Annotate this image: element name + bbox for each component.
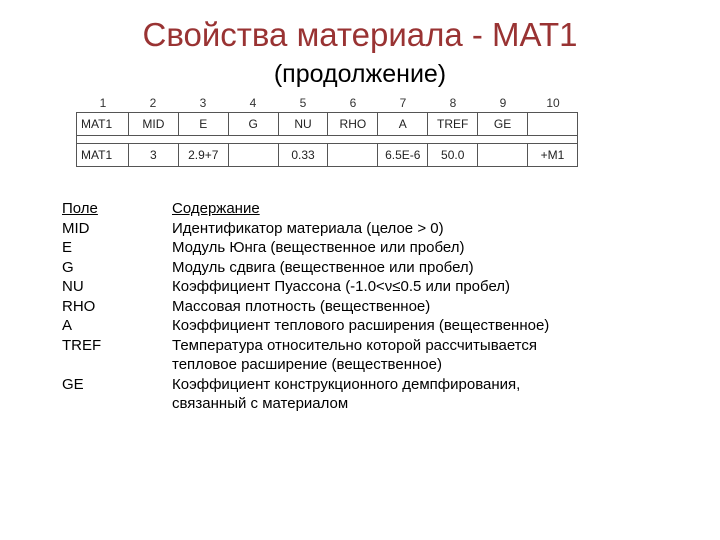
- field-name: GE: [62, 375, 84, 393]
- format-cell: RHO: [328, 113, 378, 136]
- bulk-data-card-table: [76, 112, 578, 167]
- example-cell: 50.0: [428, 144, 478, 167]
- column-number: 1: [99, 96, 107, 110]
- field-description: Коэффициент Пуассона (-1.0<ν≤0.5 или пробел): [172, 278, 511, 295]
- field-name: A: [62, 317, 73, 334]
- field-description-continued: тепловое расширение (вещественное): [172, 356, 442, 373]
- column-number: 5: [299, 96, 307, 110]
- column-number: 3: [199, 96, 207, 110]
- column-number: 7: [399, 96, 407, 110]
- table-spacer: [77, 136, 578, 144]
- example-cell: 3: [128, 144, 178, 167]
- column-number: 6: [349, 96, 357, 110]
- format-cell: NU: [278, 113, 328, 136]
- field-description: Коэффициент теплового расширения (вещественное): [172, 317, 550, 334]
- slide-title: Свойства материала - МАТ1: [142, 16, 578, 53]
- example-cell: 0.33: [278, 144, 328, 167]
- field-description-column: [172, 199, 549, 414]
- field-name: E: [62, 239, 73, 256]
- format-row: [77, 113, 578, 136]
- column-number: 10: [546, 96, 560, 110]
- field-description: Модуль Юнга (вещественное или пробел): [172, 239, 465, 256]
- field-description-continued: связанный с материалом: [172, 395, 349, 412]
- field-description: Идентификатор материала (целое > 0): [172, 219, 444, 237]
- example-cell: 6.5E-6: [378, 144, 428, 167]
- field-name: NU: [62, 278, 84, 295]
- format-cell: E: [178, 113, 228, 136]
- field-description: Коэффициент конструкционного демпфирования,: [172, 375, 521, 393]
- column-number: 2: [149, 96, 157, 110]
- example-cell: [228, 144, 278, 167]
- field-name: RHO: [62, 297, 96, 315]
- format-cell: MAT1: [77, 113, 129, 136]
- format-cell: MID: [128, 113, 178, 136]
- field-name: MID: [62, 219, 90, 237]
- field-name: TREF: [62, 336, 102, 354]
- format-cell: A: [378, 113, 428, 136]
- example-cell: [478, 144, 528, 167]
- column-number-row: [0, 96, 720, 110]
- example-cell: 2.9+7: [178, 144, 228, 167]
- field-description: Температура относительно которой рассчитывается: [172, 336, 538, 354]
- field-description: Модуль сдвига (вещественное или пробел): [172, 258, 474, 276]
- field-description: Массовая плотность (вещественное): [172, 297, 431, 315]
- example-row: [77, 144, 578, 167]
- field-name: G: [62, 258, 74, 276]
- format-cell: [528, 113, 578, 136]
- content-column-header: Содержание: [172, 200, 260, 217]
- field-name-column: [62, 199, 101, 394]
- example-cell: +M1: [528, 144, 578, 167]
- format-cell: TREF: [428, 113, 478, 136]
- format-cell: GE: [478, 113, 528, 136]
- slide-subtitle: (продолжение): [273, 60, 447, 88]
- column-number: 8: [449, 96, 457, 110]
- format-cell: G: [228, 113, 278, 136]
- example-cell: MAT1: [77, 144, 129, 167]
- column-number: 4: [249, 96, 257, 110]
- column-number: 9: [499, 96, 507, 110]
- field-column-header: Поле: [62, 200, 98, 217]
- example-cell: [328, 144, 378, 167]
